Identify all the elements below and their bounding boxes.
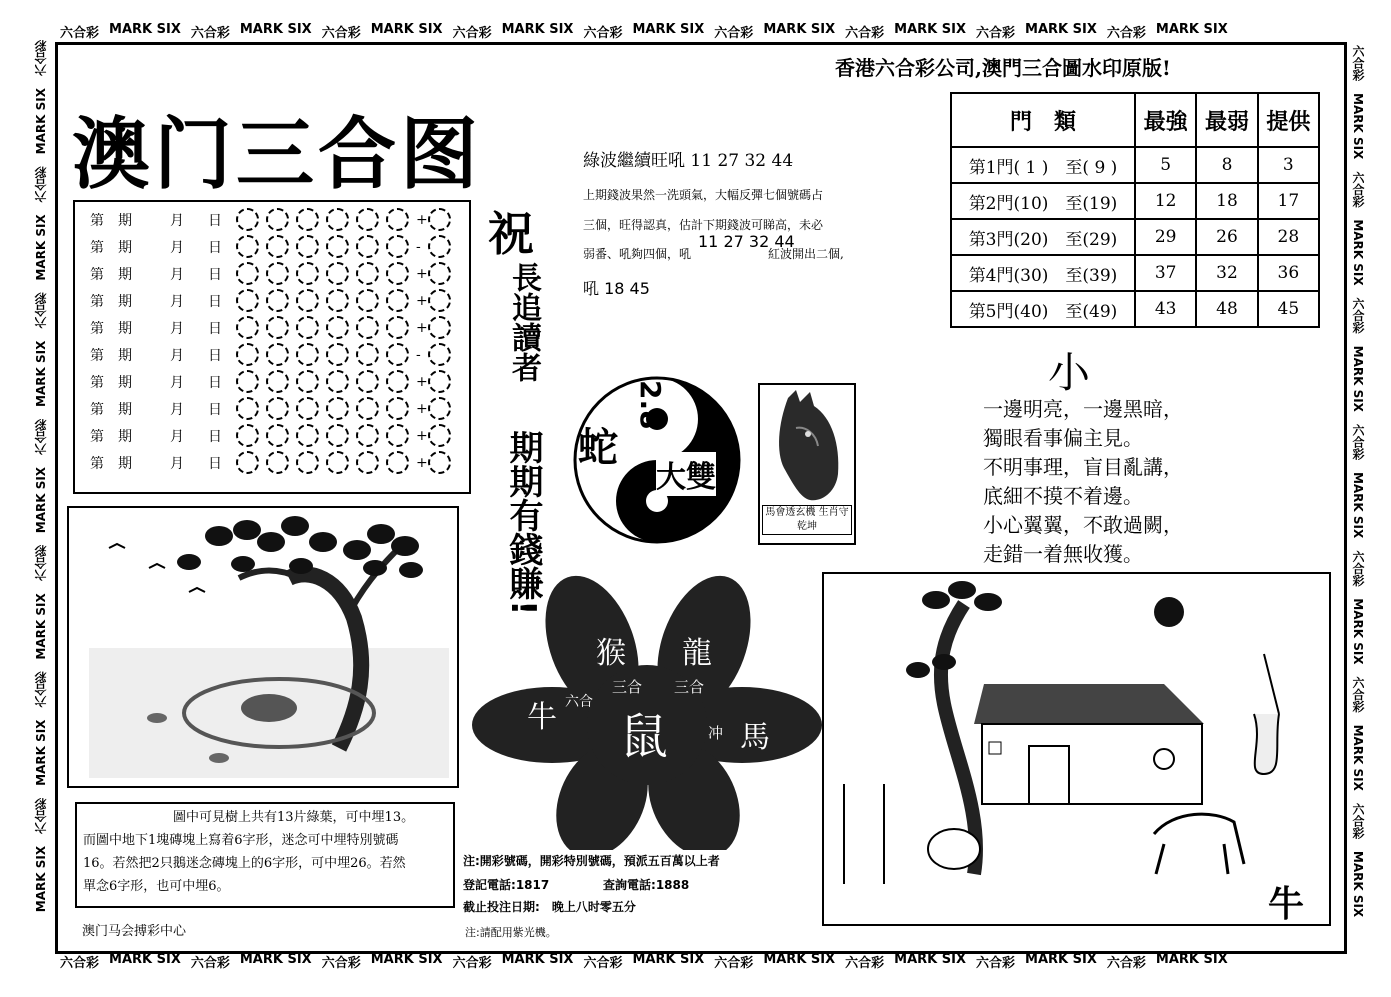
number-slot [296,289,319,312]
draw-day-label: 日 [208,239,222,256]
number-slot [236,397,259,420]
draw-day-label: 日 [208,455,222,472]
draw-sign: + [416,373,428,390]
number-slot [236,316,259,339]
number-slot [356,235,379,258]
number-slot [296,451,319,474]
draw-row [90,262,458,285]
door-weak-value: 18 [1196,183,1257,219]
flower-top-right: 龍 [682,636,712,671]
door-strong-value: 12 [1135,183,1196,219]
right-brand-strip: 六合彩 MARK SIX 六合彩 MARK SIX 六合彩 MARK SIX 六合彩 MARK SIX 六合彩 MARK SIX 六合彩 MARK SIX 六合彩 MARK SIX [1351,45,1365,918]
draw-period-label: 第 [90,428,104,445]
draw-row [90,424,458,447]
doors-row [951,183,1319,219]
number-slot [386,235,409,258]
draw-sign: + [416,427,428,444]
doors-header-strong: 最強 [1135,93,1196,147]
door-give-value: 45 [1258,291,1319,327]
number-slot [326,370,349,393]
house-scene-panel [822,572,1331,926]
number-slot [266,262,289,285]
number-slot [326,424,349,447]
draw-row [90,451,458,474]
number-slot [296,343,319,366]
phone-label: 登記電話: [463,878,516,892]
door-strong-value: 29 [1135,219,1196,255]
number-slot [356,451,379,474]
door-strong-value: 5 [1135,147,1196,183]
wave-nums: 11 27 32 44 [698,232,795,251]
draw-day-label: 日 [208,212,222,229]
draw-row [90,235,458,258]
door-weak-value: 32 [1196,255,1257,291]
number-slot [356,343,379,366]
draw-month-label: 月 [170,428,184,445]
bottom-brand-strip: 六合彩 MARK SIX 六合彩 MARK SIX 六合彩 MARK SIX 六合彩 MARK SIX 六合彩 MARK SIX 六合彩 MARK SIX 六合彩 MARK SIX 六合彩 MARK SIX 六合彩 MARK SIX [60,952,1228,971]
number-slot [296,424,319,447]
draw-sign: + [416,400,428,417]
door-weak-value: 26 [1196,219,1257,255]
page-title: 澳门三合图 [72,110,483,200]
draw-row [90,208,458,231]
draw-period-mark: 期 [118,293,132,310]
notice-line1: 注:開彩號碼，開彩特別號碼，預派五百萬以上者 [463,854,720,868]
number-slot [386,208,409,231]
yin-yang-numbers: 2.8 [634,380,667,430]
tree-note-line: 圖中可見樹上共有13片綠葉，可中埋13。 [173,810,415,825]
draw-row [90,397,458,420]
doors-row [951,255,1319,291]
special-number-slot [428,208,451,231]
wave-headline: 綠波繼續旺吼 11 27 32 44 [583,151,794,171]
tree-note-line: 單念6字形，也可中埋6。 [83,879,230,894]
doors-header-give: 提供 [1258,93,1319,147]
ox-character: 牛 [1268,884,1305,925]
special-number-slot [428,397,451,420]
draw-row [90,316,458,339]
doors-table [950,92,1320,328]
poem-line: 一邊明亮，一邊黑暗， [983,397,1183,421]
draw-period-label: 第 [90,347,104,364]
query-label: 查詢電話: [603,878,656,892]
notice-deadline [463,898,636,915]
number-slot [386,289,409,312]
number-slot [266,316,289,339]
door-strong-value: 43 [1135,291,1196,327]
number-slot [236,451,259,474]
number-slot [386,424,409,447]
notice-query [603,876,689,893]
number-slot [266,424,289,447]
number-slot [236,424,259,447]
door-range-label: 第1門( 1 ) 至( 9 ) [951,147,1135,183]
flower-right: 馬 [740,720,770,755]
draw-period-mark: 期 [118,428,132,445]
number-slot [326,262,349,285]
number-slot [296,208,319,231]
number-slot [386,316,409,339]
number-slot [326,451,349,474]
yin-yang-left: 蛇 [578,425,618,471]
draw-sign: + [416,454,428,471]
deadline-label: 截止投注日期: [463,900,540,914]
number-slot [356,289,379,312]
door-strong-value: 37 [1135,255,1196,291]
draw-month-label: 月 [170,374,184,391]
special-number-slot [428,370,451,393]
special-number-slot [428,424,451,447]
house-scene-image [824,574,1329,924]
door-range-label: 第5門(40) 至(49) [951,291,1135,327]
draw-period-label: 第 [90,374,104,391]
door-weak-value: 8 [1196,147,1257,183]
door-give-value: 36 [1258,255,1319,291]
number-slot [266,370,289,393]
door-range-label: 第2門(10) 至(19) [951,183,1135,219]
draw-period-mark: 期 [118,401,132,418]
flower-left: 牛 [527,700,557,735]
draw-month-label: 月 [170,293,184,310]
greeting-big: 祝 [488,207,534,261]
draw-month-label: 月 [170,266,184,283]
special-number-slot [428,451,451,474]
doors-row [951,291,1319,327]
poem-line: 走錯一着無收獲。 [983,542,1143,566]
poem-line: 獨眼看事偏主見。 [983,426,1143,450]
tree-scene-panel [67,506,459,788]
number-slot [296,262,319,285]
doors-row [951,219,1319,255]
draw-day-label: 日 [208,374,222,391]
greeting-line2: 期期有錢賺! [503,430,543,616]
number-slot [326,343,349,366]
draw-period-label: 第 [90,401,104,418]
draw-day-label: 日 [208,320,222,337]
flower-left-small: 六合 [565,694,593,710]
number-slot [236,343,259,366]
tree-note-text [77,804,453,900]
number-slot [356,397,379,420]
wave-body-2: 三個，旺得認真，估計下期錢波可睇高，未必 [583,218,824,232]
tree-scene-image [69,508,457,786]
left-brand-strip: MARK SIX 六合彩 MARK SIX 六合彩 MARK SIX 六合彩 MARK SIX 六合彩 MARK SIX 六合彩 MARK SIX 六合彩 MARK SIX 六合彩 [34,40,48,913]
horse-card-caption: 馬會透玄機 生肖守乾坤 [762,505,852,535]
doors-header-category: 門 類 [951,93,1135,147]
number-slot [266,208,289,231]
door-give-value: 3 [1258,147,1319,183]
number-slot [266,397,289,420]
number-slot [326,316,349,339]
number-slot [236,370,259,393]
poem-line: 小心翼翼，不敢過闕， [983,513,1183,537]
special-number-slot [428,262,451,285]
door-weak-value: 48 [1196,291,1257,327]
number-slot [386,451,409,474]
number-slot [266,289,289,312]
draw-period-mark: 期 [118,374,132,391]
number-slot [356,262,379,285]
draw-period-mark: 期 [118,266,132,283]
flower-mid-right-small: 三合 [674,678,705,696]
poem-lines [983,395,1183,569]
company-banner: 香港六合彩公司,澳門三合圖水印原版! [835,56,1171,80]
draw-day-label: 日 [208,428,222,445]
draw-row [90,343,458,366]
door-give-value: 17 [1258,183,1319,219]
special-number-slot [428,289,451,312]
draw-period-label: 第 [90,239,104,256]
draw-month-label: 月 [170,455,184,472]
draw-day-label: 日 [208,266,222,283]
door-give-value: 28 [1258,219,1319,255]
poem-title: 小 [1048,348,1091,397]
number-slot [326,235,349,258]
yin-yang-right: 大雙 [656,452,716,496]
wave-body-4: 紅波開出二個, [768,247,844,261]
number-slot [296,397,319,420]
number-slot [356,316,379,339]
number-slot [236,289,259,312]
phone-number: 1817 [515,878,550,892]
draw-row [90,370,458,393]
draw-period-mark: 期 [118,455,132,472]
draw-day-label: 日 [208,347,222,364]
number-slot [296,370,319,393]
poem-line: 不明事理，盲目亂講， [983,455,1183,479]
number-slot [356,208,379,231]
number-slot [356,424,379,447]
doors-header-weak: 最弱 [1196,93,1257,147]
draw-period-mark: 期 [118,320,132,337]
draw-month-label: 月 [170,212,184,229]
draw-period-mark: 期 [118,347,132,364]
draw-period-mark: 期 [118,239,132,256]
draw-period-label: 第 [90,455,104,472]
wave-last: 吼 18 45 [583,279,650,298]
number-slot [236,208,259,231]
doors-row [951,147,1319,183]
number-slot [266,235,289,258]
wave-body-3: 弱番、吼夠四個，吼 [583,247,692,261]
draw-sign: + [416,211,428,228]
draw-day-label: 日 [208,401,222,418]
number-slot [326,397,349,420]
greeting-line1: 長追讀者 [506,262,541,382]
footer-center: 澳门马会搏彩中心 [82,924,187,939]
query-number: 1888 [655,878,690,892]
draw-period-label: 第 [90,293,104,310]
draw-month-label: 月 [170,401,184,418]
draw-sign: + [416,292,428,309]
special-number-slot [428,316,451,339]
number-slot [386,343,409,366]
top-brand-strip: 六合彩 MARK SIX 六合彩 MARK SIX 六合彩 MARK SIX 六合彩 MARK SIX 六合彩 MARK SIX 六合彩 MARK SIX 六合彩 MARK SIX 六合彩 MARK SIX 六合彩 MARK SIX [60,22,1228,41]
number-slot [236,262,259,285]
tree-note-box [75,802,455,908]
special-number-slot [428,235,451,258]
number-slot [356,370,379,393]
special-number-slot [428,343,451,366]
draw-sign: + [416,265,428,282]
draw-period-label: 第 [90,320,104,337]
draw-day-label: 日 [208,293,222,310]
draw-period-mark: 期 [118,212,132,229]
number-slot [296,235,319,258]
draw-row [90,289,458,312]
flower-top-left: 猴 [596,636,626,671]
number-slot [266,451,289,474]
draw-month-label: 月 [170,320,184,337]
number-slot [296,316,319,339]
flower-center: 鼠 [620,709,669,765]
notice-phone [463,876,549,893]
number-slot [386,370,409,393]
door-range-label: 第3門(20) 至(29) [951,219,1135,255]
draw-period-label: 第 [90,212,104,229]
tree-note-line: 16。若然把2只鵝迷念磚塊上的6字形，可中埋26。若然 [83,856,406,871]
number-slot [326,208,349,231]
poem-line: 底細不摸不着邊。 [983,484,1143,508]
draw-period-label: 第 [90,266,104,283]
draw-sign: + [416,319,428,336]
flower-right-small: 冲 [708,724,724,742]
flower-mid-left-small: 三合 [612,678,643,696]
horse-head-image [766,388,846,506]
door-range-label: 第4門(30) 至(39) [951,255,1135,291]
tree-note-line: 而圖中地下1塊磚塊上寫着6字形，迷念可中埋特別號碼 [83,833,399,848]
notice-uv: 注:請配用紫光機。 [465,926,557,939]
number-slot [266,343,289,366]
number-slot [236,235,259,258]
draw-month-label: 月 [170,239,184,256]
draw-sign: - [416,346,421,363]
deadline-value: 晚上八时零五分 [551,900,636,914]
wave-body-1: 上期錢波果然一洗頭氣，大幅反彈七個號碼占 [583,188,824,202]
draw-sign: - [416,238,421,255]
draw-month-label: 月 [170,347,184,364]
number-slot [386,397,409,420]
number-slot [326,289,349,312]
number-slot [386,262,409,285]
